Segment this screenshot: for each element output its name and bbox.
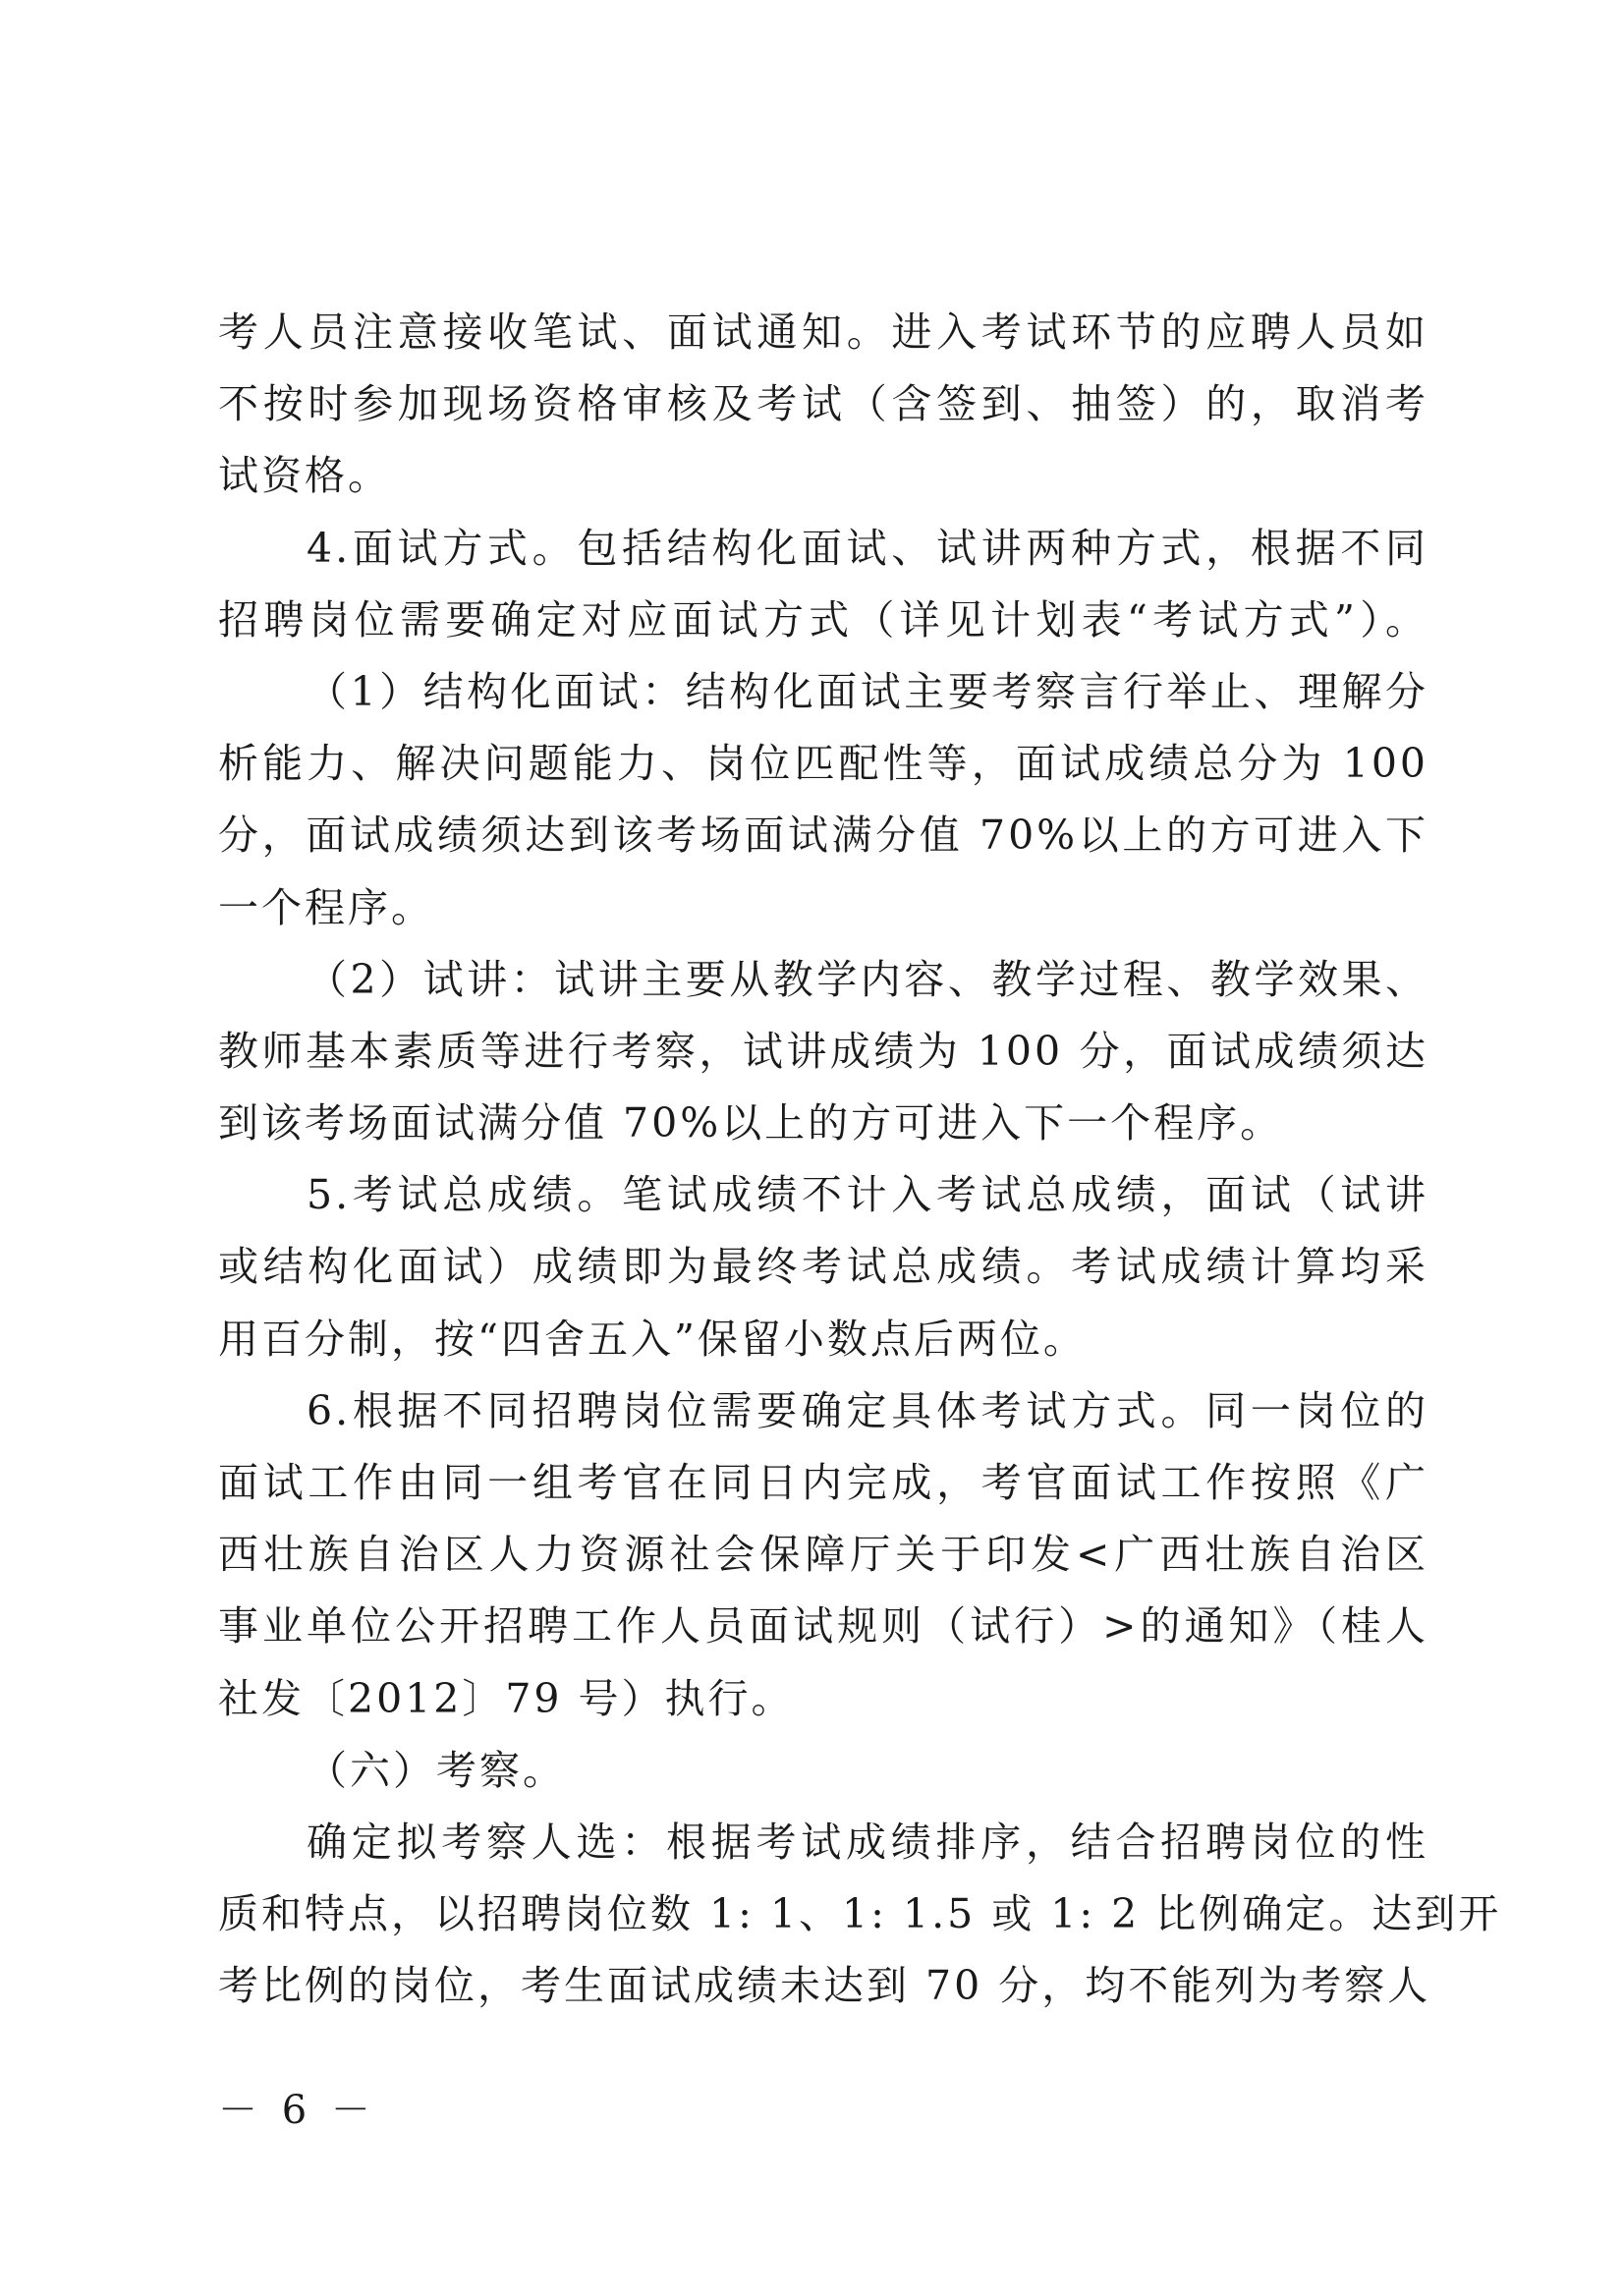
text-line: 质和特点，以招聘岗位数 1: 1、1: 1.5 或 1: 2 比例确定。达到开 <box>218 1890 1502 1938</box>
text-line: 不按时参加现场资格审核及考试（含签到、抽签）的，取消考 <box>218 380 1428 428</box>
text-line: （2）试讲：试讲主要从教学内容、教学过程、教学效果、 <box>307 955 1428 1003</box>
text-line: 6.根据不同招聘岗位需要确定具体考试方式。同一岗位的 <box>307 1386 1428 1434</box>
section-heading: （六）考察。 <box>307 1746 566 1794</box>
text-line: 考人员注意接收笔试、面试通知。进入考试环节的应聘人员如 <box>218 308 1428 356</box>
text-line: 教师基本素质等进行考察，试讲成绩为 100 分，面试成绩须达 <box>218 1027 1428 1075</box>
text-line: 面试工作由同一组考官在同日内完成，考官面试工作按照《广 <box>218 1459 1428 1506</box>
text-line: 确定拟考察人选：根据考试成绩排序，结合招聘岗位的性 <box>307 1818 1428 1866</box>
text-line: 事业单位公开招聘工作人员面试规则（试行）>的通知》（桂人 <box>218 1602 1428 1651</box>
text-line: 4.面试方式。包括结构化面试、试讲两种方式，根据不同 <box>307 524 1428 572</box>
text-line: 招聘岗位需要确定对应面试方式（详见计划表“考试方式”）。 <box>218 595 1428 644</box>
text-line: 社发〔2012〕79 号）执行。 <box>218 1674 795 1722</box>
text-line: 析能力、解决问题能力、岗位匹配性等，面试成绩总分为 100 <box>218 740 1428 788</box>
text-line: 分，面试成绩须达到该考场面试满分值 70%以上的方可进入下 <box>218 812 1428 860</box>
body-text <box>218 297 1502 2023</box>
text-line: 试资格。 <box>218 452 391 500</box>
page-number: － 6 － <box>218 2088 376 2133</box>
text-line: 或结构化面试）成绩即为最终考试总成绩。考试成绩计算均采 <box>218 1243 1428 1291</box>
text-line: 用百分制，按“四舍五入”保留小数点后两位。 <box>218 1315 1087 1363</box>
text-line: 一个程序。 <box>218 883 434 931</box>
text-line: 5.考试总成绩。笔试成绩不计入考试总成绩，面试（试讲 <box>307 1171 1428 1219</box>
text-line: 到该考场面试满分值 70%以上的方可进入下一个程序。 <box>218 1099 1284 1148</box>
text-line: 西壮族自治区人力资源社会保障厅关于印发<广西壮族自治区 <box>218 1531 1428 1579</box>
text-line: （1）结构化面试：结构化面试主要考察言行举止、理解分 <box>307 667 1428 715</box>
text-line: 考比例的岗位，考生面试成绩未达到 70 分，均不能列为考察人 <box>218 1962 1431 2010</box>
